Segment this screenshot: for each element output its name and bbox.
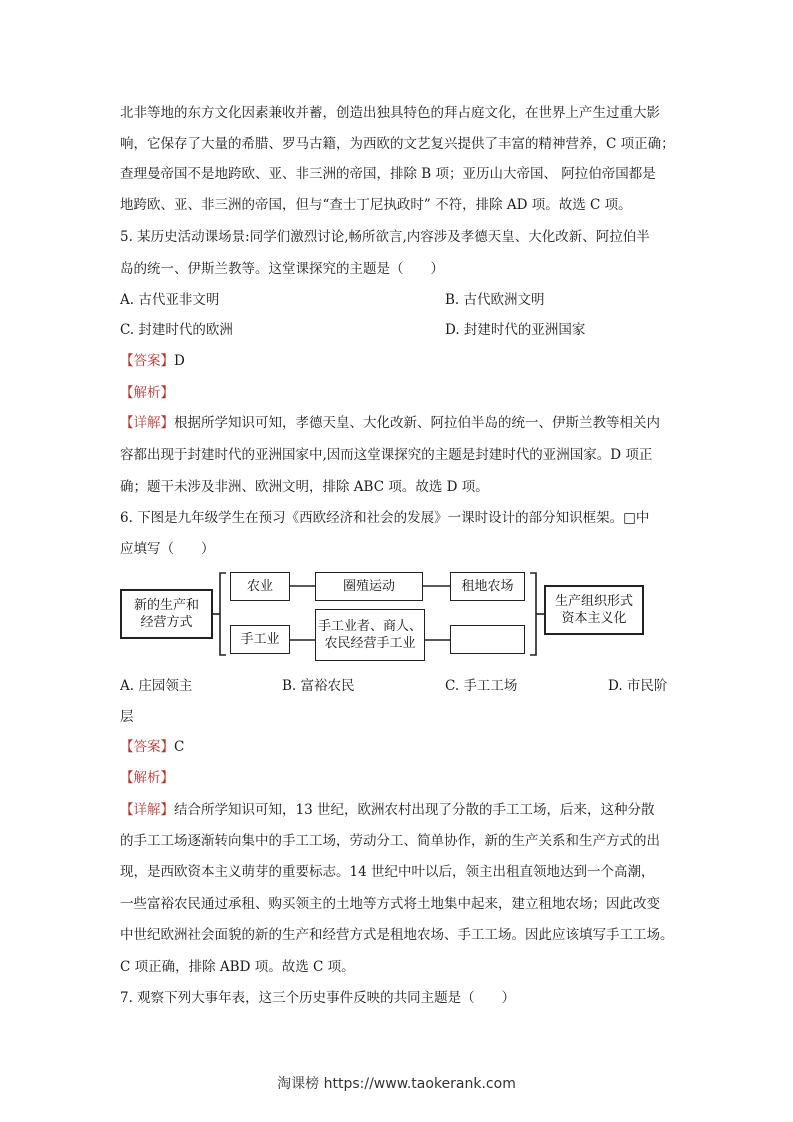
q6-option-d-cont: 层 (120, 709, 134, 725)
q6-detail-line: 的手工工场逐渐转向集中的手工工场，劳动分工、简单协作，新的生产关系和生产方式的出 (120, 833, 660, 849)
q6-option-a: A. 庄园领主 (120, 678, 193, 694)
q5-detail-line: 容都出现于封建时代的亚洲国家中,因而这堂课探究的主题是封建时代的亚洲国家。D 项正 (120, 447, 653, 463)
q6-analysis (120, 769, 174, 787)
q6-option-c: C. 手工工场 (445, 678, 518, 694)
q6-option-b: B. 富裕农民 (282, 678, 355, 694)
diagram-box-agriculture: 农业 (230, 572, 290, 601)
diagram-box-merchants: 手工业者、商人、 农民经营手工业 (315, 609, 425, 661)
q5-option-d: D. 封建时代的亚洲国家 (445, 322, 586, 338)
question-7-stem: 7. 观察下列大事年表，这三个历史事件反映的共同主题是（ ） (120, 990, 516, 1006)
question-6-stem: 应填写（ ） (120, 541, 215, 557)
q6-detail (120, 801, 654, 819)
question-6-stem: 6. 下图是九年级学生在预习《西欧经济和社会的发展》一课时设计的部分知识框架。□中 (120, 510, 650, 526)
detail-text: 根据所学知识可知，孝德天皇、大化改新、阿拉伯半岛的统一、伊斯兰教等相关内 (174, 415, 660, 431)
answer-value: D (174, 353, 185, 369)
footer-watermark: 淘课榜 https://www.taokerank.com (277, 1076, 516, 1092)
q5-detail-line: 确；题干未涉及非洲、欧洲文明，排除 ABC 项。故选 D 项。 (120, 479, 489, 495)
diagram-box-new-production: 新的生产和 经营方式 (120, 589, 213, 639)
diagram-box-blank (450, 625, 525, 654)
question-5-stem: 岛的统一、伊斯兰教等。这堂课探究的主题是（ ） (120, 261, 444, 277)
q6-answer (120, 738, 184, 756)
intro-line: 查理曼帝国不是地跨欧、亚、非三洲的帝国，排除 B 项；亚历山大帝国、 阿拉伯帝国都是 (120, 166, 656, 182)
q5-option-c: C. 封建时代的欧洲 (120, 322, 233, 338)
q5-option-a: A. 古代亚非文明 (120, 292, 220, 308)
analysis-tag: 【解析】 (120, 770, 174, 786)
left-bracket (220, 573, 226, 655)
question-5-stem: 5. 某历史活动课场景:同学们激烈讨论,畅所欲言,内容涉及孝德天皇、大化改新、阿拉伯半 (120, 229, 650, 245)
intro-line: 北非等地的东方文化因素兼收并蓄，创造出独具特色的拜占庭文化，在世界上产生过重大影 (120, 105, 660, 121)
right-bracket (530, 573, 536, 655)
q5-analysis (120, 384, 174, 402)
answer-tag: 【答案】 (120, 739, 174, 755)
q5-detail (120, 414, 660, 432)
detail-tag: 【详解】 (120, 802, 174, 818)
q5-answer (120, 352, 185, 370)
q6-detail-line: 现，是西欧资本主义萌芽的重要标志。14 世纪中叶以后，领主出租直领地达到一个高潮， (120, 864, 655, 880)
knowledge-framework-diagram (120, 567, 645, 667)
q6-option-d: D. 市民阶 (608, 678, 668, 694)
diagram-box-enclosure: 圈殖运动 (315, 572, 423, 601)
diagram-box-leased-farm: 租地农场 (450, 572, 525, 601)
q5-option-b: B. 古代欧洲文明 (445, 292, 545, 308)
q6-detail-line: C 项正确，排除 ABD 项。故选 C 项。 (120, 959, 355, 975)
intro-line: 响，它保存了大量的希腊、罗马古籍，为西欧的文艺复兴提供了丰富的精神营养，C 项正确； (120, 136, 675, 152)
q6-detail-line: 中世纪欧洲社会面貌的新的生产和经营方式是租地农场、手工工场。因此应该填写手工工场。 (120, 927, 674, 943)
diagram-box-capitalism: 生产组织形式 资本主义化 (544, 585, 644, 635)
detail-tag: 【详解】 (120, 415, 174, 431)
analysis-tag: 【解析】 (120, 385, 174, 401)
answer-tag: 【答案】 (120, 353, 174, 369)
q6-detail-line: 一些富裕农民通过承租、购买领主的土地等方式将土地集中起来，建立租地农场；因此改变 (120, 896, 660, 912)
detail-text: 结合所学知识可知，13 世纪，欧洲农村出现了分散的手工工场，后来，这种分散 (174, 802, 655, 818)
intro-line: 地跨欧、亚、非三洲的帝国，但与“查士丁尼执政时” 不符，排除 AD 项。故选 C 项。 (120, 197, 632, 213)
answer-value: C (174, 739, 185, 755)
diagram-box-handicraft: 手工业 (230, 625, 290, 654)
